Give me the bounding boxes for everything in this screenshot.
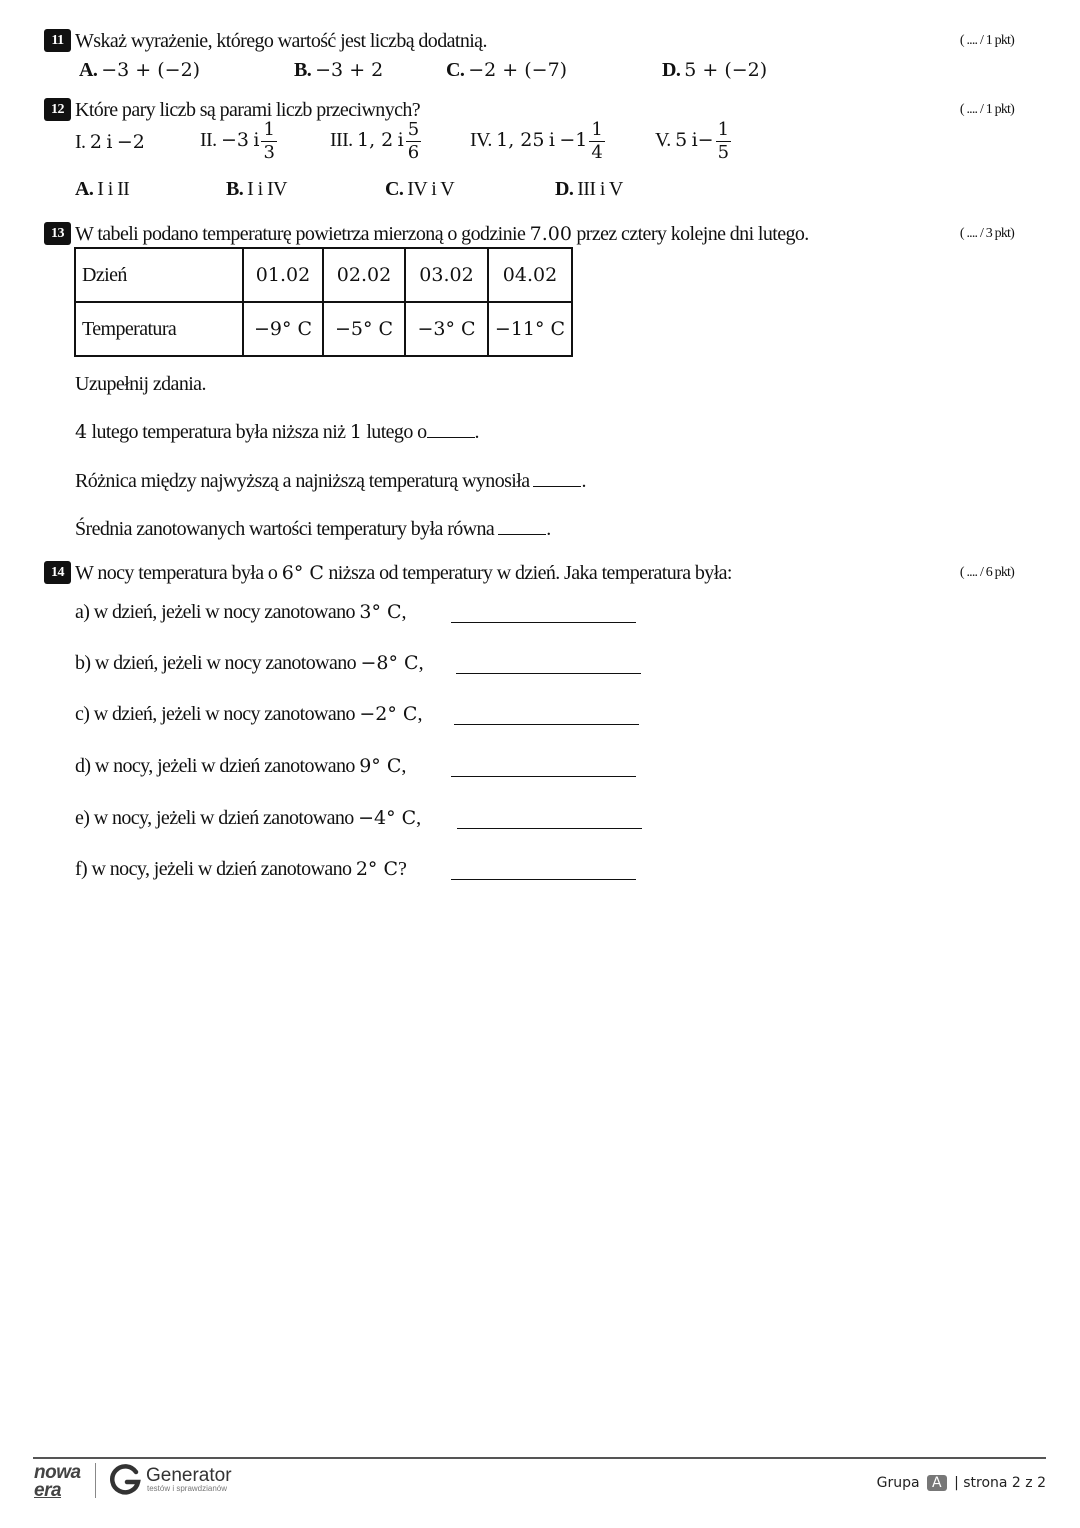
q12-option-c[interactable] bbox=[385, 178, 454, 201]
fraction-numerator: 1 bbox=[717, 119, 730, 140]
group-badge: A bbox=[927, 1475, 947, 1491]
pair-left: 2 bbox=[89, 131, 102, 153]
option-expression: 5 + (−2) bbox=[684, 59, 768, 81]
pair-label: I. bbox=[75, 131, 86, 153]
question-13-time: 7.00 bbox=[529, 223, 572, 245]
item-end: , bbox=[418, 652, 423, 674]
table-row-days bbox=[75, 248, 572, 302]
row-header-temperature: Temperatura bbox=[75, 302, 243, 356]
fraction-denominator: 6 bbox=[407, 142, 420, 163]
option-letter: C. bbox=[385, 178, 404, 200]
answer-line-f[interactable] bbox=[451, 879, 636, 880]
nowa-era-logo bbox=[34, 1464, 81, 1500]
item-value: −2° C bbox=[359, 703, 418, 725]
pair-label: III. bbox=[330, 129, 353, 152]
fraction-numerator: 1 bbox=[591, 119, 603, 140]
fraction-denominator: 4 bbox=[591, 142, 603, 163]
page-indicator bbox=[877, 1475, 1046, 1491]
group-label: Grupa bbox=[876, 1475, 920, 1491]
question-14-text-before: W nocy temperatura była o bbox=[75, 562, 278, 584]
temperature-cell: −5° C bbox=[323, 302, 405, 356]
temperature-cell: −11° C bbox=[488, 302, 572, 356]
pair-right: −2 bbox=[116, 131, 145, 153]
question-13-text-before: W tabeli podano temperaturę powietrza mierzoną o godzinie bbox=[75, 223, 526, 245]
question-11-points: ( .... / 1 pkt) bbox=[959, 33, 1014, 48]
item-text: f) w nocy, jeżeli w dzień zanotowano bbox=[75, 858, 352, 880]
day-number: 4 bbox=[75, 421, 88, 443]
q14-item-a bbox=[75, 601, 406, 624]
temperature-cell: −9° C bbox=[243, 302, 323, 356]
item-end: , bbox=[401, 601, 406, 623]
answer-line-c[interactable] bbox=[454, 724, 639, 725]
answer-line-d[interactable] bbox=[451, 776, 636, 777]
q12-option-d[interactable] bbox=[555, 178, 623, 201]
pair-left: 1, 2 bbox=[357, 129, 394, 152]
q13-instruction: Uzupełnij zdania. bbox=[75, 373, 206, 395]
pair-label: II. bbox=[200, 129, 217, 152]
q13-sentence-2 bbox=[75, 470, 586, 493]
pair-conj: i bbox=[397, 129, 404, 152]
pair-conj: i bbox=[253, 129, 260, 152]
option-letter: B. bbox=[294, 59, 312, 81]
q11-option-c[interactable] bbox=[446, 59, 567, 82]
day-number: 1 bbox=[349, 421, 362, 443]
item-text: c) w dzień, jeżeli w nocy zanotowano bbox=[75, 703, 355, 725]
question-14-points: ( .... / 6 pkt) bbox=[959, 565, 1014, 580]
q13-sentence-1 bbox=[75, 421, 479, 444]
sentence-period: . bbox=[474, 421, 479, 443]
option-expression: −3 + (−2) bbox=[101, 59, 201, 81]
fraction-denominator: 5 bbox=[717, 142, 730, 163]
question-number-11: 11 bbox=[44, 29, 71, 52]
q14-item-c bbox=[75, 703, 422, 726]
option-text: III i V bbox=[577, 178, 623, 200]
day-cell: 02.02 bbox=[323, 248, 405, 302]
day-cell: 03.02 bbox=[405, 248, 488, 302]
option-letter: D. bbox=[555, 178, 574, 200]
generator-subtitle: testów i sprawdzianów bbox=[147, 1484, 228, 1493]
q11-option-d[interactable] bbox=[662, 59, 767, 82]
q12-pair-4 bbox=[470, 119, 607, 164]
q12-option-b[interactable] bbox=[226, 178, 287, 201]
pair-left: −3 bbox=[220, 129, 249, 152]
temperature-table bbox=[74, 247, 573, 357]
logo-separator bbox=[95, 1463, 96, 1498]
item-end: , bbox=[416, 807, 421, 829]
q14-item-b bbox=[75, 652, 423, 675]
option-expression: −2 + (−7) bbox=[468, 59, 568, 81]
page-number: | strona 2 z 2 bbox=[954, 1475, 1046, 1491]
pair-label: IV. bbox=[470, 129, 492, 152]
option-text: I i II bbox=[97, 178, 130, 200]
sentence-text: Średnia zanotowanych wartości temperatury była równa bbox=[75, 518, 495, 540]
sentence-period: . bbox=[546, 518, 551, 540]
answer-line-b[interactable] bbox=[456, 673, 641, 674]
generator-title: Generator bbox=[146, 1465, 232, 1486]
logo-line-2: era bbox=[34, 1480, 62, 1501]
q13-sentence-3 bbox=[75, 518, 551, 541]
pair-fraction bbox=[716, 119, 731, 164]
option-letter: B. bbox=[226, 178, 244, 200]
item-text: a) w dzień, jeżeli w nocy zanotowano bbox=[75, 601, 355, 623]
answer-blank[interactable] bbox=[498, 518, 546, 535]
q12-pair-5 bbox=[655, 119, 733, 164]
pair-fraction bbox=[261, 119, 276, 164]
item-value: 9° C bbox=[359, 755, 402, 777]
item-value: 3° C bbox=[359, 601, 402, 623]
q11-option-a[interactable] bbox=[79, 59, 200, 82]
q12-pair-2 bbox=[200, 119, 279, 164]
option-letter: A. bbox=[75, 178, 94, 200]
pair-conj: i bbox=[548, 129, 555, 152]
q14-item-e bbox=[75, 807, 421, 830]
pair-left: 1, 25 bbox=[496, 129, 545, 152]
sentence-text: Różnica między najwyższą a najniższą temperaturą wynosiła bbox=[75, 470, 530, 492]
option-text: IV i V bbox=[407, 178, 455, 200]
fraction-numerator: 1 bbox=[263, 119, 275, 140]
question-13-text bbox=[75, 221, 809, 247]
question-12-points: ( .... / 1 pkt) bbox=[959, 102, 1014, 117]
pair-conj: i bbox=[691, 129, 698, 152]
question-14-text-after: niższa od temperatury w dzień. Jaka temperatura była: bbox=[328, 562, 732, 584]
question-number-12: 12 bbox=[44, 98, 71, 121]
item-end: , bbox=[401, 755, 406, 777]
question-14-text bbox=[75, 560, 732, 586]
option-letter: C. bbox=[446, 59, 465, 81]
item-value: −4° C bbox=[358, 807, 417, 829]
footer-divider bbox=[33, 1457, 1046, 1459]
sentence-text: lutego o bbox=[366, 421, 427, 443]
sentence-period: . bbox=[581, 470, 586, 492]
option-text: I i IV bbox=[247, 178, 287, 200]
question-13-points: ( .... / 3 pkt) bbox=[959, 226, 1014, 241]
question-number-14: 14 bbox=[44, 561, 71, 584]
item-text: b) w dzień, jeżeli w nocy zanotowano bbox=[75, 652, 357, 674]
pair-conj: i bbox=[106, 131, 113, 153]
q12-pair-3 bbox=[330, 119, 423, 164]
question-number-13: 13 bbox=[44, 222, 71, 245]
answer-line-a[interactable] bbox=[451, 622, 636, 623]
question-13-text-after: przez cztery kolejne dni lutego. bbox=[576, 223, 809, 245]
q11-option-b[interactable] bbox=[294, 59, 383, 82]
item-value: −8° C bbox=[360, 652, 419, 674]
table-row-temperatures bbox=[75, 302, 572, 356]
question-14-value: 6° C bbox=[281, 562, 324, 584]
question-11-text: Wskaż wyrażenie, którego wartość jest liczbą dodatnią. bbox=[75, 30, 487, 52]
fraction-numerator: 5 bbox=[407, 119, 420, 140]
option-expression: −3 + 2 bbox=[315, 59, 384, 81]
generator-logo-icon bbox=[108, 1463, 142, 1497]
q12-pair-1 bbox=[75, 131, 145, 154]
fraction-denominator: 3 bbox=[263, 142, 275, 163]
item-value: 2° C bbox=[355, 858, 399, 880]
day-cell: 04.02 bbox=[488, 248, 572, 302]
temperature-cell: −3° C bbox=[405, 302, 488, 356]
pair-label: V. bbox=[655, 129, 671, 152]
q14-item-d bbox=[75, 755, 406, 778]
logo-line-1: nowa bbox=[34, 1462, 81, 1483]
item-text: d) w nocy, jeżeli w dzień zanotowano bbox=[75, 755, 355, 777]
sentence-text: lutego temperatura była niższa niż bbox=[91, 421, 346, 443]
pair-whole: − bbox=[697, 129, 714, 152]
item-text: e) w nocy, jeżeli w dzień zanotowano bbox=[75, 807, 354, 829]
option-letter: D. bbox=[662, 59, 681, 81]
answer-line-e[interactable] bbox=[457, 828, 642, 829]
row-header-day: Dzień bbox=[75, 248, 243, 302]
pair-fraction bbox=[589, 119, 604, 164]
item-end: , bbox=[417, 703, 422, 725]
question-12-text: Które pary liczb są parami liczb przeciwnych? bbox=[75, 99, 421, 121]
q14-item-f bbox=[75, 858, 406, 881]
answer-blank[interactable] bbox=[427, 421, 475, 438]
pair-fraction bbox=[406, 119, 421, 164]
q12-option-a[interactable] bbox=[75, 178, 129, 201]
pair-whole: −1 bbox=[559, 129, 588, 152]
option-letter: A. bbox=[79, 59, 98, 81]
pair-left: 5 bbox=[675, 129, 688, 152]
item-end: ? bbox=[398, 858, 407, 880]
day-cell: 01.02 bbox=[243, 248, 323, 302]
answer-blank[interactable] bbox=[533, 470, 581, 487]
